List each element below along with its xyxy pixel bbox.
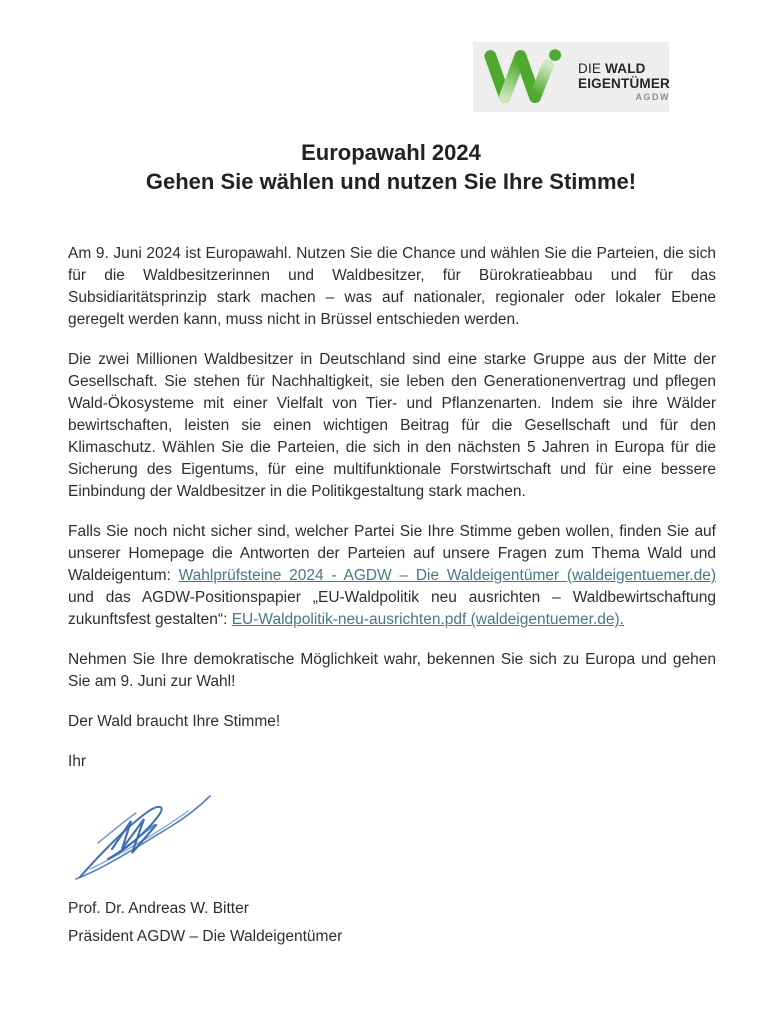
paragraph-forest-needs-vote: Der Wald braucht Ihre Stimme! xyxy=(68,713,281,730)
title-line-2: Gehen Sie wählen und nutzen Sie Ihre Stimme! xyxy=(145,169,637,194)
letter-body xyxy=(68,243,716,951)
title-line-1: Europawahl 2024 xyxy=(301,140,481,165)
document-title xyxy=(0,138,782,196)
paragraph-links xyxy=(68,521,716,631)
paragraph-election-date: Am 9. Juni 2024 ist Europawahl. Nutzen Sie die Chance und wählen Sie die Parteien, die sich für die Waldbesitzerinnen und Waldbesitzer, für Bürokratieabbau und für das Subsidiaritätsprinzip stark machen – was auf nationaler, regionaler oder lokaler Ebene geregelt werden kann, muss nicht in Brüssel entschieden werden. xyxy=(68,245,716,328)
logo-line1: DIE WALD xyxy=(578,61,646,76)
wahlpruefsteine-link[interactable]: Wahlprüfsteine 2024 - AGDW – Die Waldeigentümer (waldeigentuemer.de) xyxy=(178,567,716,584)
eu-waldpolitik-pdf-link[interactable]: EU-Waldpolitik-neu-ausrichten.pdf (waldeigentuemer.de). xyxy=(231,611,624,628)
paragraph-links-intro: Falls Sie noch nicht sicher sind, welcher Partei Sie Ihre Stimme geben wollen, finden Sie auf unserer Homepage die Antworten der Parteien auf unsere Fragen zum Thema Wald und Waldeigentum: xyxy=(68,523,716,584)
signer-block xyxy=(68,895,716,951)
paragraph-links-middle: und das AGDW-Positionspapier „EU-Waldpolitik neu ausrichten – Waldbewirtschaftung zukunftsfest gestalten“: xyxy=(68,589,716,628)
signature xyxy=(74,791,214,883)
logo-wordmark xyxy=(578,61,670,103)
paragraph-call-to-vote: Nehmen Sie Ihre demokratische Möglichkeit wahr, bekennen Sie sich zu Europa und gehen Sie am 9. Juni zur Wahl! xyxy=(68,651,716,690)
signer-name: Prof. Dr. Andreas W. Bitter xyxy=(68,900,249,917)
waldeigentuemer-w-icon xyxy=(479,46,571,108)
handwritten-signature-icon xyxy=(74,791,214,883)
agdw-logo xyxy=(473,42,669,112)
paragraph-forest-owners: Die zwei Millionen Waldbesitzer in Deutschland sind eine starke Gruppe aus der Mitte der Gesellschaft. Sie stehen für Nachhaltigkeit, sie leben den Generationenvertrag und pflegen Wald-Ökosysteme mit einer Vielfalt von Tier- und Pflanzenarten. Indem sie ihre Wälder bewirtschaften, leisten sie einen wichtigen Beitrag für die Gesellschaft und für den Klimaschutz. Wählen Sie die Parteien, die sich in den nächsten 5 Jahren in Europa für die Sicherung des Eigentums, für eine multifunktionale Forstwirtschaft und für eine bessere Einbindung der Waldbesitzer in die Politikgestaltung stark machen. xyxy=(68,351,716,500)
salutation: Ihr xyxy=(68,753,87,770)
signer-title: Präsident AGDW – Die Waldeigentümer xyxy=(68,928,343,945)
logo-line2: EIGENTÜMER xyxy=(578,76,671,91)
logo-agdw-label: AGDW xyxy=(635,92,671,102)
